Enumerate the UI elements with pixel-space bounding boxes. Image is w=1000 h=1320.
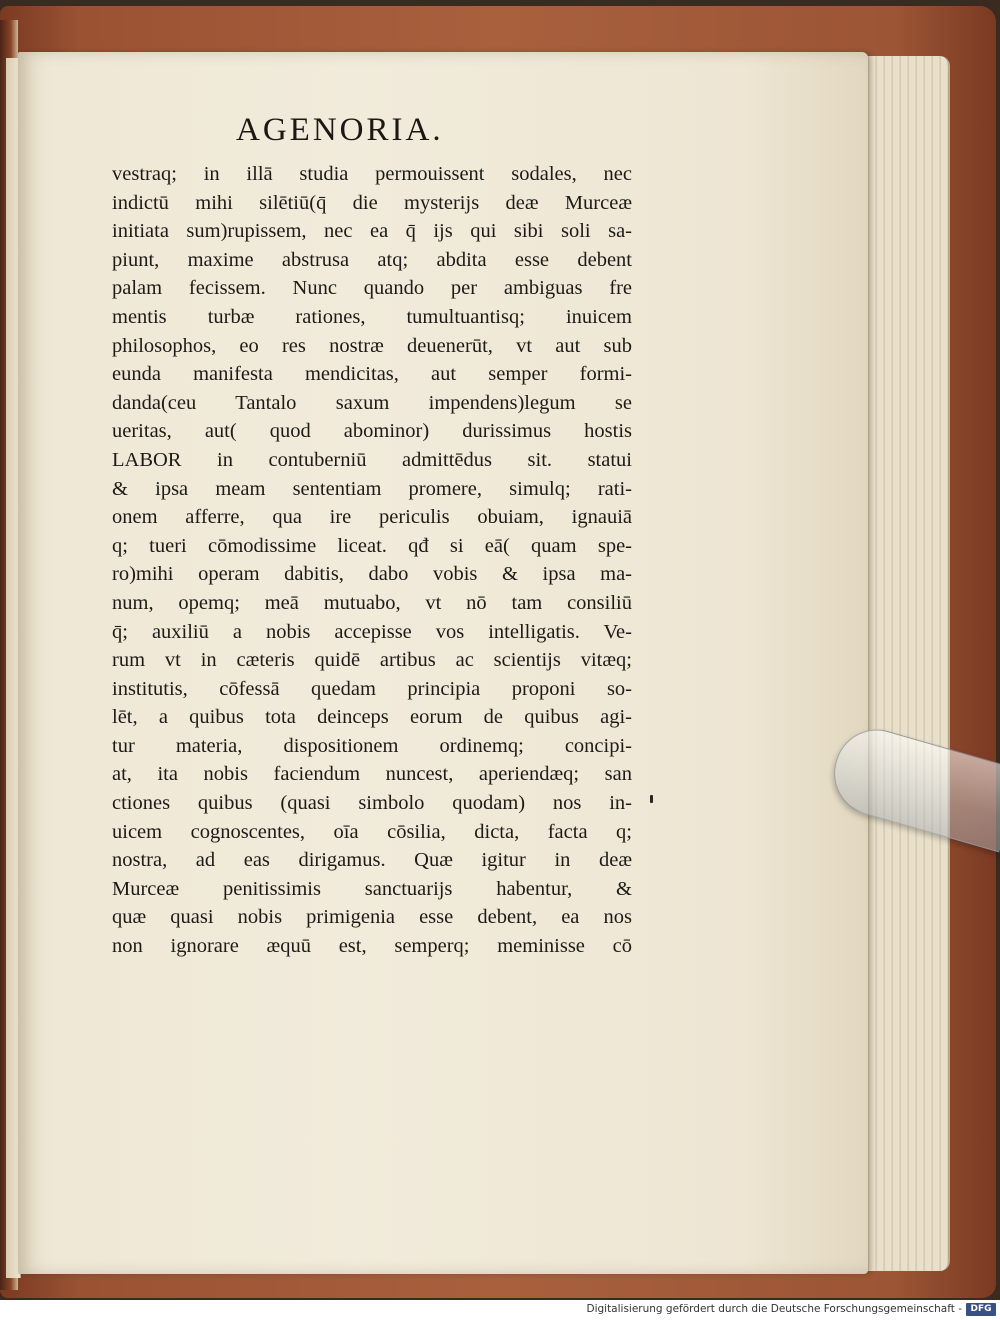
text-line: tur materia, dispositionem ordinemq; concipi- — [112, 734, 632, 757]
text-line: indictū mihi silētiū(q̄ die mysterijs deæ Murceæ — [112, 191, 632, 214]
text-line: ctiones quibus (quasi simbolo quodam) nos in- — [112, 792, 632, 815]
text-line: philosophos, eo res nostræ deuenerūt, vt aut sub — [112, 334, 632, 357]
running-head: AGENORIA. — [236, 112, 444, 148]
text-line: danda(ceu Tantalo saxum impendens)legum se — [112, 391, 632, 414]
text-line: eunda manifesta mendicitas, aut semper formi- — [112, 363, 632, 386]
text-line: LABOR in contuberniū admittēdus sit. statui — [112, 448, 632, 471]
text-line: ueritas, aut( quod abominor) durissimus hostis — [112, 420, 632, 443]
text-lines — [112, 160, 632, 961]
dfg-logo: DFG — [966, 1303, 996, 1316]
text-line: institutis, cōfessā quedam principia proponi so- — [112, 677, 632, 700]
text-line: rum vt in cæteris quidē artibus ac scientijs vitæq; — [112, 649, 632, 672]
funding-credit: Digitalisierung gefördert durch die Deutsche Forschungsgemeinschaft - — [586, 1303, 962, 1315]
footer-bar — [0, 1300, 1000, 1320]
text-line: piunt, maxime abstrusa atq; abdita esse debent — [112, 248, 632, 271]
text-line: Murceæ penitissimis sanctuarĳs habentur, & — [112, 877, 632, 900]
text-line: palam fecissem. Nunc quando per ambiguas fre — [112, 277, 632, 300]
text-line: at, ita nobis faciendum nuncest, aperiendæq; san — [112, 763, 632, 786]
text-line: lēt, a quibus tota deinceps eorum de quibus agi- — [112, 706, 632, 729]
text-line: nostra, ad eas dirigamus. Quæ igitur in deæ — [112, 849, 632, 872]
ink-speck — [650, 795, 653, 803]
text-line: vestraq; in illā studia permouissent sodales, nec — [112, 163, 632, 185]
text-line: q; tueri cōmodissime liceat. qđ si eā( quam spe- — [112, 534, 632, 557]
text-line: ro)mihi operam dabitis, dabo vobis & ipsa ma- — [112, 563, 632, 586]
text-line: quæ quasi nobis primigenia esse debent, ea nos — [112, 906, 632, 929]
text-block — [112, 110, 632, 961]
text-line: mentis turbæ rationes, tumultuantisq; inuicem — [112, 305, 632, 328]
text-line: onem afferre, qua ire periculis obuiam, ignauiā — [112, 506, 632, 529]
text-line: uicem cognoscentes, oīa cōsilia, dicta, facta q; — [112, 820, 632, 843]
text-line: & ipsa meam sententiam promere, simulq; rati- — [112, 477, 632, 500]
text-line: q̄; auxiliū a nobis accepisse vos intelligatis. Ve- — [112, 620, 632, 643]
text-line: non ignorare æquū est, semperq; meminisse cō — [112, 935, 632, 958]
text-line: initiata sum)rupissem, nec ea q̄ ĳs qui sibi soli sa- — [112, 220, 632, 243]
text-line: num, opemq; meā mutuabo, vt nō tam consiliū — [112, 591, 632, 614]
